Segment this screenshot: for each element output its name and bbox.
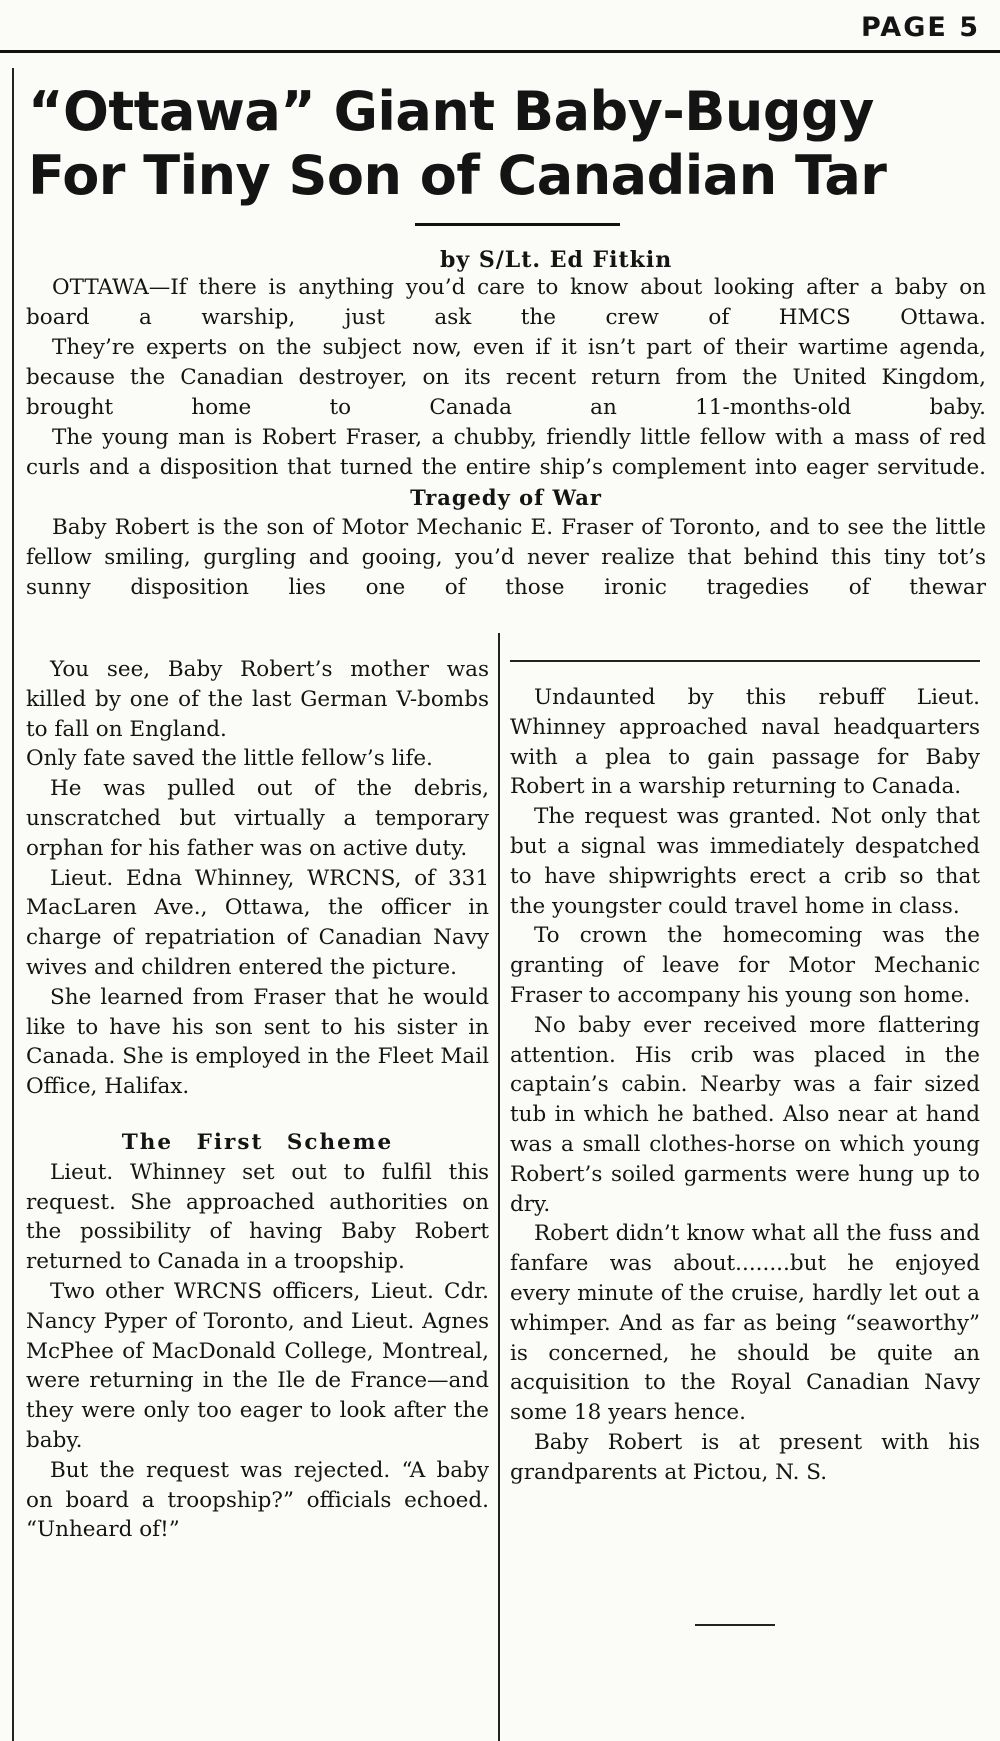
right-paragraph-3: To crown the homecoming was the granting of leave for Motor Mechanic Fraser to accompany his young son home.	[510, 923, 980, 1008]
page-number: PAGE 5	[861, 12, 980, 43]
left-paragraph-8: But the request was rejected. “A baby on board a troopship?” officials echoed. “Unheard of!”	[26, 1457, 489, 1543]
right-column	[510, 683, 980, 1488]
left-paragraph-5: She learned from Fraser that he would like to have his son sent to his sister in Canada. She is employed in the Fleet Mail Office, Halifax.	[26, 984, 489, 1100]
headline	[28, 80, 988, 208]
right-paragraph-4: No baby ever received more flattering attention. His crib was placed in the captain’s cabin. Nearby was a fair sized tub in which he bathed. Also near at hand was a small clothes-horse on which young Robert’s soiled garments were hung up to dry.	[510, 1012, 980, 1217]
left-paragraph-2: Only fate saved the little fellow’s life.	[26, 746, 433, 772]
left-paragraph-4: Lieut. Edna Whinney, WRCNS, of 331 MacLaren Ave., Ottawa, the officer in charge of repatriation of Canadian Navy wives and children entered the picture.	[26, 865, 489, 980]
article-end-rule	[695, 1624, 775, 1626]
left-paragraph-7: Two other WRCNS officers, Lieut. Cdr. Nancy Pyper of Toronto, and Lieut. Agnes McPhee of MacDonald College, Montreal, were returning in the Ile de France—and they were only too eager to look after the baby.	[26, 1278, 489, 1453]
right-paragraph-6: Baby Robert is at present with his grandparents at Pictou, N. S.	[510, 1429, 980, 1485]
intro-paragraph-1: OTTAWA—If there is anything you’d care to know about looking after a baby on board a warship, just ask the crew of HMCS Ottawa.	[26, 275, 986, 330]
subhead-tragedy-of-war: Tragedy of War	[410, 485, 602, 510]
left-paragraph-1: You see, Baby Robert’s mother was killed by one of the last German V-bombs to fall on England.	[26, 657, 489, 742]
intro-section	[26, 273, 986, 603]
left-border-rule	[12, 68, 14, 1741]
right-paragraph-1: Undaunted by this rebuff Lieut. Whinney approached naval headquarters with a plea to gain passage for Baby Robert in a warship returning to Canada.	[510, 685, 980, 800]
headline-rule	[415, 223, 620, 226]
page-header	[0, 0, 1000, 53]
byline: by S/Lt. Ed Fitkin	[440, 247, 673, 273]
right-paragraph-2: The request was granted. Not only that but a signal was immediately despatched to have shipwrights erect a crib so that the youngster could travel home in class.	[510, 804, 980, 919]
intro-paragraph-4: Baby Robert is the son of Motor Mechanic E. Fraser of Toronto, and to see the little fellow smiling, gurgling and gooing, you’d never realize that behind this tiny tot’s sunny disposition lies one of those ironic tragedies of thewar	[26, 515, 986, 600]
left-paragraph-6: Lieut. Whinney set out to fulfil this request. She approached authorities on the possibility of having Baby Robert returned to Canada in a troopship.	[26, 1159, 489, 1275]
subhead-first-scheme: The First Scheme	[121, 1129, 394, 1155]
headline-line-2: For Tiny Son of Canadian Tar	[28, 144, 887, 207]
intro-paragraph-2: They’re experts on the subject now, even if it isn’t part of their wartime agenda, because the Canadian destroyer, on its recent return from the United Kingdom, brought home to Canada an 11-months-old baby.	[26, 335, 986, 420]
left-column	[26, 655, 489, 1545]
right-column-top-rule	[510, 660, 980, 662]
intro-paragraph-3: The young man is Robert Fraser, a chubby, friendly little fellow with a mass of red curls and a disposition that turned the entire ship’s complement into eager servitude.	[26, 425, 986, 480]
left-paragraph-3: He was pulled out of the debris, unscratched but virtually a temporary orphan for his father was on active duty.	[26, 776, 489, 861]
headline-line-1: “Ottawa” Giant Baby-Buggy	[28, 80, 874, 143]
right-paragraph-5: Robert didn’t know what all the fuss and fanfare was about........but he enjoyed every minute of the cruise, hardly let out a whimper. And as far as being “seaworthy” is concerned, he should be quite an acquisition to the Royal Canadian Navy some 18 years hence.	[510, 1221, 980, 1426]
column-divider	[498, 633, 500, 1741]
